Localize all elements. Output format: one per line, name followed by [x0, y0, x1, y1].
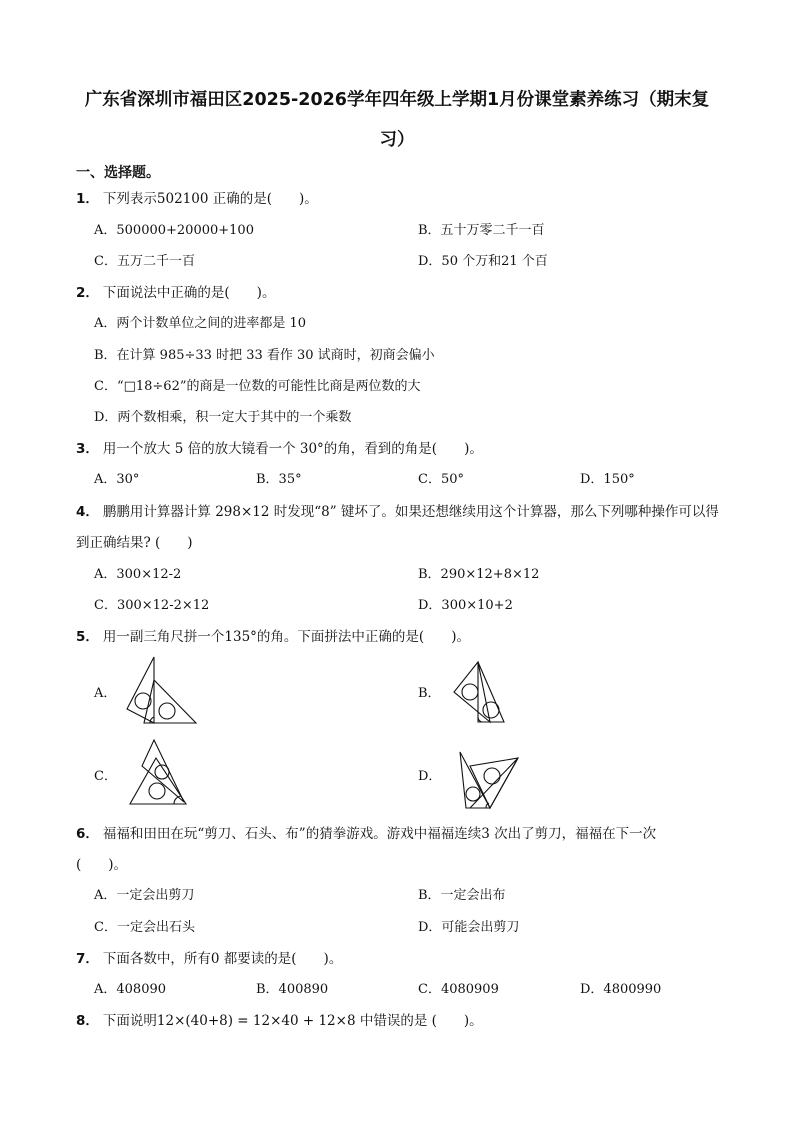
q2-option-b[interactable]: B．在计算 985÷33 时把 33 看作 30 试商时，初商会偏小: [94, 348, 435, 363]
q4-option-d[interactable]: D．300×10+2: [418, 598, 513, 613]
q5-option-d[interactable]: D．: [418, 769, 442, 784]
question-3: [76, 437, 483, 457]
q5-figure-b[interactable]: [448, 660, 520, 728]
q3-option-c[interactable]: C．50°: [418, 472, 464, 487]
question-number: 4．: [76, 504, 99, 520]
q3-option-d[interactable]: D．150°: [580, 472, 635, 487]
page-title-line2: 习）: [379, 130, 415, 150]
section-heading: 一、选择题。: [76, 165, 160, 181]
q6-option-a[interactable]: A．一定会出剪刀: [94, 888, 195, 903]
q2-option-c[interactable]: C．“□18÷62”的商是一位数的可能性比商是两位数的大: [94, 379, 421, 394]
q5-option-b[interactable]: B．: [418, 686, 441, 701]
q3-option-a[interactable]: A．30°: [94, 472, 140, 487]
question-number: 7．: [76, 951, 99, 967]
question-1: [76, 187, 318, 207]
question-4: [76, 500, 719, 520]
q1-option-d[interactable]: D．50 个万和21 个百: [418, 254, 548, 269]
question-text: 下面说明12×(40+8) = 12×40 + 12×8 中错误的是 ( )。: [102, 1013, 483, 1029]
question-5: [76, 625, 470, 645]
q5-option-c[interactable]: C．: [94, 769, 117, 784]
question-6-continued: ( )。: [76, 857, 128, 873]
question-number: 8．: [76, 1013, 99, 1029]
question-4-continued: 到正确结果? ( ): [76, 535, 193, 551]
question-number: 2．: [76, 285, 99, 301]
q5-option-a[interactable]: A．: [94, 686, 117, 701]
question-text: 用一副三角尺拼一个135°的角。下面拼法中正确的是( )。: [102, 629, 470, 645]
question-text: 福福和田田在玩“剪刀、石头、布”的猜拳游戏。游戏中福福连续3 次出了剪刀，福福在下一次: [102, 826, 657, 842]
question-number: 3．: [76, 441, 99, 457]
q7-option-d[interactable]: D．4800990: [580, 982, 662, 997]
question-number: 1．: [76, 191, 99, 207]
question-text: 鹏鹏用计算器计算 298×12 时发现“8” 键坏了。如果还想继续用这个计算器，那么下列哪种操作可以得: [102, 504, 719, 520]
q4-option-a[interactable]: A．300×12-2: [94, 567, 182, 582]
question-text: 下面说法中正确的是( )。: [102, 285, 276, 301]
q2-option-a[interactable]: A．两个计数单位之间的进率都是 10: [94, 316, 307, 331]
q1-option-a[interactable]: A．500000+20000+100: [94, 223, 254, 238]
q6-option-b[interactable]: B．一定会出布: [418, 888, 506, 903]
q2-option-d[interactable]: D．两个数相乘，积一定大于其中的一个乘数: [94, 410, 352, 425]
q1-option-c[interactable]: C．五万二千一百: [94, 254, 195, 269]
q7-option-c[interactable]: C．4080909: [418, 982, 499, 997]
question-text: 用一个放大 5 倍的放大镜看一个 30°的角，看到的角是( )。: [102, 441, 483, 457]
page-title-line1: 广东省深圳市福田区2025-2026学年四年级上学期1月份课堂素养练习（期末复: [84, 90, 710, 110]
question-number: 5．: [76, 629, 99, 645]
question-6: [76, 822, 656, 842]
q1-option-b[interactable]: B．五十万零二千一百: [418, 223, 545, 238]
q7-option-a[interactable]: A．408090: [94, 982, 167, 997]
question-8: [76, 1009, 483, 1029]
question-text: 下列表示502100 正确的是( )。: [102, 191, 318, 207]
question-7: [76, 947, 342, 967]
q3-option-b[interactable]: B．35°: [256, 472, 302, 487]
question-2: [76, 281, 275, 301]
q4-option-c[interactable]: C．300×12-2×12: [94, 598, 210, 613]
q5-figure-a[interactable]: [124, 655, 200, 727]
q4-option-b[interactable]: B．290×12+8×12: [418, 567, 540, 582]
question-text: 下面各数中，所有0 都要读的是( )。: [102, 951, 343, 967]
question-number: 6．: [76, 826, 99, 842]
q6-option-d[interactable]: D．可能会出剪刀: [418, 920, 520, 935]
q5-figure-c[interactable]: [126, 738, 192, 808]
q7-option-b[interactable]: B．400890: [256, 982, 329, 997]
q6-option-c[interactable]: C．一定会出石头: [94, 920, 195, 935]
q5-figure-d[interactable]: [456, 746, 522, 810]
